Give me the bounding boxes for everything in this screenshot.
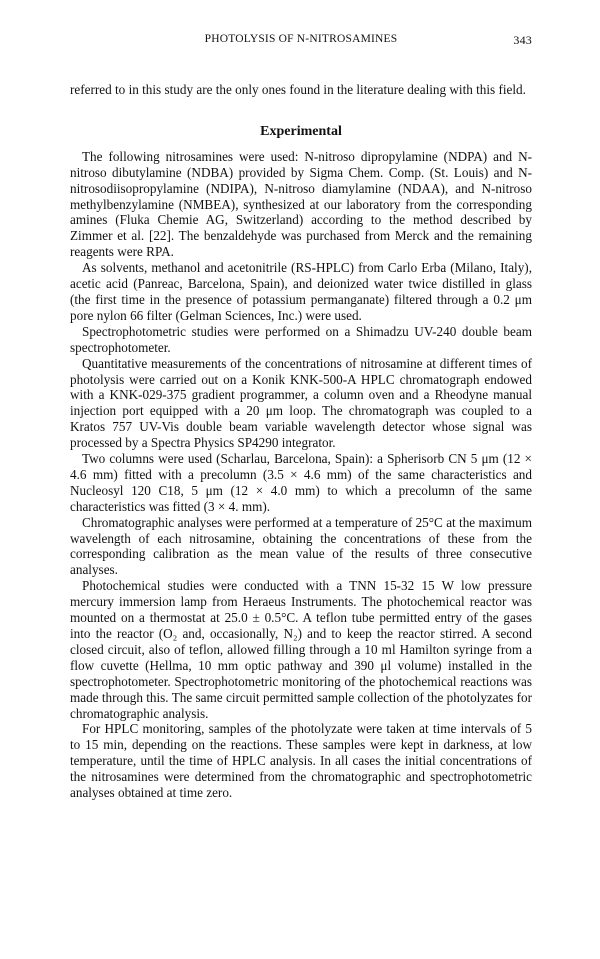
intro-continuation: referred to in this study are the only ones found in the literature dealing with this field.: [70, 82, 526, 97]
page-body: [70, 82, 532, 801]
page-number: 343: [513, 33, 532, 47]
paragraph-photochemical-studies: Photochemical studies were conducted with a TNN 15-32 15 W low pressure mercury immersion lamp from Heraeus Instruments. The photochemical reactor was mounted on a thermostat at 25.0 ± 0.5°C. A teflon tube permitted entry of the gases into the reactor (O₂ and, occasionally, N₂) and to keep the reactor stirred. A second closed circuit, also of teflon, allowed filling through a 10 ml Hamilton syringe from a flow cuvette (Hellma, 10 mm optic pathway and 390 μl volume) installed in the spectrophotometer. Spectrophotometric monitoring of the photochemical reactions was made through this. The same circuit permitted sample collection of the photolyzates for chromatographic analysis.: [70, 578, 532, 721]
section-heading-experimental: Experimental: [260, 123, 342, 139]
paragraph-spectrophotometer: Spectrophotometric studies were performed on a Shimadzu UV-240 double beam spectrophotometer.: [70, 323, 532, 355]
running-title: PHOTOLYSIS OF N-NITROSAMINES: [204, 33, 398, 45]
paragraph-solvents: As solvents, methanol and acetonitrile (RS-HPLC) from Carlo Erba (Milano, Italy), acetic acid (Panreac, Barcelona, Spain), and deionized water twice distilled in glass (the first time in the presence of potassium permanganate) filtered through a 0.2 μm pore nylon 66 filter (Gelman Sciences, Inc.) were used.: [70, 260, 532, 323]
paragraph-chromatographic-analyses: Chromatographic analyses were performed at a temperature of 25°C at the maximum wavelength of each nitrosamine, obtaining the concentrations of these from the corresponding calibration as the mean value of the results of three consecutive analyses.: [70, 514, 532, 578]
running-header: [70, 33, 532, 49]
paragraph-nitrosamines: The following nitrosamines were used: N-nitroso dipropylamine (NDPA) and N-nitroso dibutylamine (NDBA) provided by Sigma Chem. Comp. (St. Louis) and N-nitrosodiisopropylamine (NDIPA), N-nitroso diamylamine (NDAA), and N-nitroso methylbenzylamine (NMBEA), synthesized at our laboratory from the corresponding amines (Fluka Chemie AG, Switzerland) according to the method described by Zimmer et al. [22]. The benzaldehyde was purchased from Merck and the remaining reagents were RPA.: [70, 148, 532, 260]
paragraph-hplc-monitoring: For HPLC monitoring, samples of the photolyzate were taken at time intervals of 5 to 15 min, depending on the reactions. These samples were kept in darkness, at low temperature, until the time of HPLC analysis. In all cases the initial concentrations of the nitrosamines were determined from the chromatographic and spectrophotometric analyses obtained at time zero.: [70, 721, 532, 801]
paragraph-hplc-equipment: Quantitative measurements of the concentrations of nitrosamine at different times of photolysis were carried out on a Konik KNK-500-A HPLC chromatograph endowed with a KNK-029-375 gradient programmer, a column oven and a Rheodyne manual injection port equipped with a 20 μm loop. The chromatograph was coupled to a Kratos 757 UV-Vis double beam variable wavelength detector whose signal was processed by a Spectra Physics SP4290 integrator.: [70, 355, 532, 451]
paragraph-columns: Two columns were used (Scharlau, Barcelona, Spain): a Spherisorb CN 5 μm (12 × 4.6 mm) fitted with a precolumn (3.5 × 4.6 mm) of the same characteristics and Nucleosyl 120 C18, 5 μm (12 × 4.0 mm) to which a precolumn of the same characteristics was fitted (3 × 4. mm).: [70, 451, 532, 514]
